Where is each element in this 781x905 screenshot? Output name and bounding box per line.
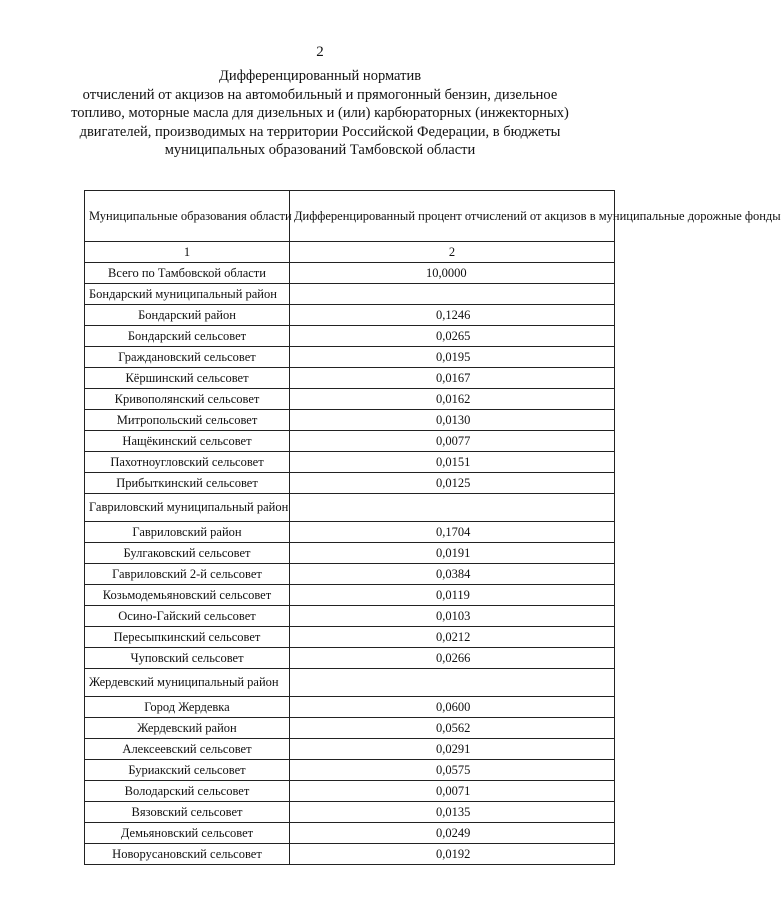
municipality-name: Новорусановский сельсовет xyxy=(85,844,290,865)
excise-percent-value xyxy=(290,494,615,522)
table-row xyxy=(85,305,615,326)
municipality-name: Алексеевский сельсовет xyxy=(85,739,290,760)
page-number: 2 xyxy=(316,44,324,60)
column-number-row xyxy=(85,242,615,263)
total-row xyxy=(85,263,615,284)
excise-percent-value: 0,0130 xyxy=(290,410,615,431)
municipality-name: Прибыткинский сельсовет xyxy=(85,473,290,494)
table-row xyxy=(85,522,615,543)
column-number: 2 xyxy=(290,242,615,263)
district-row xyxy=(85,669,615,697)
municipality-name: Володарский сельсовет xyxy=(85,781,290,802)
municipality-name: Гавриловский район xyxy=(85,522,290,543)
municipality-name: Булгаковский сельсовет xyxy=(85,543,290,564)
document-heading xyxy=(20,67,620,160)
table-row xyxy=(85,410,615,431)
heading-line: двигателей, производимых на территории Российской Федерации, в бюджеты xyxy=(79,123,561,140)
excise-percent-value: 0,0103 xyxy=(290,606,615,627)
municipality-name: Козьмодемьяновский сельсовет xyxy=(85,585,290,606)
excise-percent-value: 0,0119 xyxy=(290,585,615,606)
heading-line: Дифференцированный норматив xyxy=(218,68,422,84)
excise-percent-value: 0,0192 xyxy=(290,844,615,865)
excise-percent-value: 0,0249 xyxy=(290,823,615,844)
table-row xyxy=(85,564,615,585)
excise-percent-value: 0,0562 xyxy=(290,718,615,739)
excise-percent-value: 0,0600 xyxy=(290,697,615,718)
table-row xyxy=(85,585,615,606)
excise-percent-value: 0,0266 xyxy=(290,648,615,669)
table-row xyxy=(85,389,615,410)
municipality-name: Чуповский сельсовет xyxy=(85,648,290,669)
table-row xyxy=(85,802,615,823)
municipality-name: Нащёкинский сельсовет xyxy=(85,431,290,452)
excise-percent-value: 0,0265 xyxy=(290,326,615,347)
municipality-name: Граждановский сельсовет xyxy=(85,347,290,368)
excise-percent-value xyxy=(290,284,615,305)
district-row xyxy=(85,494,615,522)
heading-line: муниципальных образований Тамбовской области xyxy=(164,142,476,158)
column-number: 1 xyxy=(85,242,290,263)
table-row xyxy=(85,718,615,739)
excise-percent-value: 0,0212 xyxy=(290,627,615,648)
municipality-name: Гавриловский муниципальный район xyxy=(85,494,290,522)
municipality-name: Демьяновский сельсовет xyxy=(85,823,290,844)
table-row xyxy=(85,739,615,760)
table-row xyxy=(85,347,615,368)
table-row xyxy=(85,627,615,648)
excise-percent-value: 0,0162 xyxy=(290,389,615,410)
excise-percent-value: 0,0135 xyxy=(290,802,615,823)
excise-percent-value: 10,0000 xyxy=(290,263,615,284)
municipality-name: Пахотноугловский сельсовет xyxy=(85,452,290,473)
table-row xyxy=(85,431,615,452)
municipality-name: Кривополянский сельсовет xyxy=(85,389,290,410)
table-row xyxy=(85,543,615,564)
column-header-percent: Дифференцированный процент отчислений от акцизов в муниципальные дорожные фонды xyxy=(290,191,615,242)
table-row xyxy=(85,473,615,494)
excise-percent-value: 0,0125 xyxy=(290,473,615,494)
municipality-name: Кёршинский сельсовет xyxy=(85,368,290,389)
table-body xyxy=(85,263,615,865)
table-row xyxy=(85,844,615,865)
table-row xyxy=(85,452,615,473)
municipality-name: Вязовский сельсовет xyxy=(85,802,290,823)
excise-percent-value xyxy=(290,669,615,697)
municipality-name: Бондарский сельсовет xyxy=(85,326,290,347)
table-row xyxy=(85,648,615,669)
municipality-name: Гавриловский 2-й сельсовет xyxy=(85,564,290,585)
excise-percent-value: 0,0151 xyxy=(290,452,615,473)
excise-percent-value: 0,1704 xyxy=(290,522,615,543)
excise-percent-value: 0,0077 xyxy=(290,431,615,452)
municipality-name: Осино-Гайский сельсовет xyxy=(85,606,290,627)
excise-distribution-table xyxy=(84,190,781,865)
municipality-name: Жердевский муниципальный район xyxy=(85,669,290,697)
excise-percent-value: 0,0291 xyxy=(290,739,615,760)
district-row xyxy=(85,284,615,305)
excise-percent-value: 0,0195 xyxy=(290,347,615,368)
table-row xyxy=(85,781,615,802)
heading-line: топливо, моторные масла для дизельных и (или) карбюраторных (инжекторных) xyxy=(71,105,569,121)
table-header-row xyxy=(85,191,615,242)
municipality-name: Пересыпкинский сельсовет xyxy=(85,627,290,648)
column-header-municipality: Муниципальные образования области xyxy=(85,191,290,242)
municipality-name: Бондарский муниципальный район xyxy=(85,284,290,305)
table-row xyxy=(85,760,615,781)
municipality-name: Митропольский сельсовет xyxy=(85,410,290,431)
municipality-name: Жердевский район xyxy=(85,718,290,739)
table-row xyxy=(85,606,615,627)
excise-percent-value: 0,0071 xyxy=(290,781,615,802)
table-row xyxy=(85,823,615,844)
table-row xyxy=(85,326,615,347)
municipality-name: Город Жердевка xyxy=(85,697,290,718)
table-row xyxy=(85,697,615,718)
heading-line: отчислений от акцизов на автомобильный и прямогонный бензин, дизельное xyxy=(82,86,558,103)
municipality-name: Буриакский сельсовет xyxy=(85,760,290,781)
excise-percent-value: 0,0575 xyxy=(290,760,615,781)
municipality-name: Всего по Тамбовской области xyxy=(85,263,290,284)
excise-percent-value: 0,0384 xyxy=(290,564,615,585)
excise-percent-value: 0,0191 xyxy=(290,543,615,564)
municipality-name: Бондарский район xyxy=(85,305,290,326)
table-row xyxy=(85,368,615,389)
excise-percent-value: 0,0167 xyxy=(290,368,615,389)
excise-percent-value: 0,1246 xyxy=(290,305,615,326)
